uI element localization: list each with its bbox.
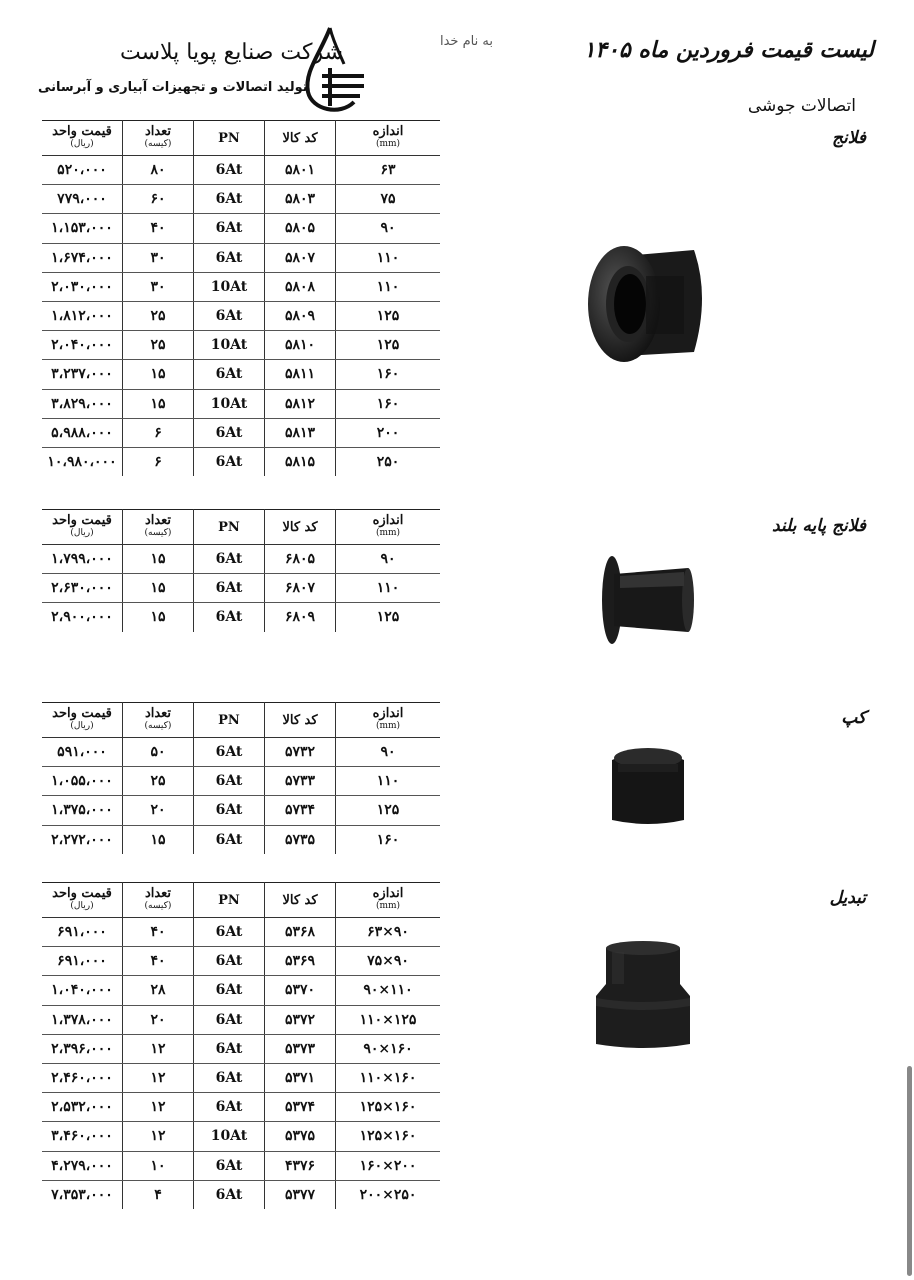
cell-size: ۱۶۰ <box>336 389 441 418</box>
cell-price: ۲،۰۳۰،۰۰۰ <box>42 272 123 301</box>
company-logo-icon <box>300 24 368 116</box>
cell-price: ۵،۹۸۸،۰۰۰ <box>42 418 123 447</box>
col-size: اندازه <box>372 886 404 901</box>
col-qty: تعداد <box>144 124 172 139</box>
cell-code: ۵۳۷۳ <box>265 1034 336 1063</box>
cell-pn: 6At <box>194 1093 265 1122</box>
cell-code: ۵۷۳۵ <box>265 825 336 854</box>
table-row <box>42 389 440 418</box>
table-row <box>42 272 440 301</box>
col-price: قیمت واحد <box>52 124 112 139</box>
col-pn: PN <box>194 883 265 918</box>
table-row <box>42 1093 440 1122</box>
cell-pn: 6At <box>194 1034 265 1063</box>
cell-price: ۱،۳۷۸،۰۰۰ <box>42 1005 123 1034</box>
cell-pn: 6At <box>194 767 265 796</box>
table-row <box>42 1063 440 1092</box>
price-table-flange: اندازه (mm) کد کالا PN تعداد (کیسه) قیمت واحد (ریال) ۶۳ ۵۸۰۱ 6At ۸۰ ۵۲۰،۰۰۰ ۷۵ ۵۸۰۳ 6At ۶۰ ۷۷۹،۰۰۰ ۹۰ ۵۸۰۵ 6At ۴۰ ۱،۱۵۳،۰۰۰ ۱۱۰ ۵۸۰۷ 6At ۳۰ ۱،۶۷۴،۰۰۰ ۱۱۰ ۵۸۰۸ 10At ۳۰ ۲،۰۳۰،۰۰۰ ۱۲۵ ۵۸۰۹ 6At ۲۵ ۱،۸۱۲،۰۰۰ ۱۲۵ ۵۸۱۰ 10At ۲۵ ۲،۰۴۰،۰۰۰ ۱۶۰ ۵۸۱۱ 6At ۱۵ ۳،۲۳۷،۰۰۰ ۱۶۰ ۵۸۱۲ 10At ۱۵ ۳،۸۲۹،۰۰۰ ۲۰۰ ۵۸۱۳ 6At ۶ ۵،۹۸۸،۰۰۰ ۲۵۰ ۵۸۱۵ 6At ۶ ۱۰،۹۸۰،۰۰۰ <box>42 120 440 476</box>
cell-price: ۲،۹۰۰،۰۰۰ <box>51 609 113 626</box>
category-subtitle: اتصالات جوشی <box>747 96 856 116</box>
cell-price: ۱۰،۹۸۰،۰۰۰ <box>47 453 117 470</box>
cell-code: ۵۸۱۲ <box>265 389 336 418</box>
cell-size: ۱۲۵ <box>336 603 441 632</box>
table-row <box>42 545 440 574</box>
cell-pn: 6At <box>194 447 265 476</box>
col-code: کد کالا <box>265 510 336 545</box>
cell-qty: ۱۲ <box>123 1034 194 1063</box>
table-row <box>42 1122 440 1151</box>
cell-price: ۴،۲۷۹،۰۰۰ <box>42 1151 123 1180</box>
section-title-reducer: تبدیل <box>829 888 866 908</box>
cell-qty: ۱۰ <box>123 1151 194 1180</box>
cell-size: ۲۵۰ <box>336 447 441 476</box>
cell-qty: ۱۲ <box>123 1122 194 1151</box>
cell-size: ۱۱۰ <box>336 272 441 301</box>
cell-size: ۱۱۰×۹۰ <box>336 976 441 1005</box>
cell-price: ۱،۳۷۵،۰۰۰ <box>42 796 123 825</box>
table-row <box>42 418 440 447</box>
cell-size: ۹۰ <box>336 738 441 767</box>
table-row <box>42 603 440 632</box>
col-code: کد کالا <box>265 883 336 918</box>
table-row <box>42 360 440 389</box>
col-price: قیمت واحد <box>52 706 112 721</box>
cell-price: ۲،۶۳۰،۰۰۰ <box>42 574 123 603</box>
cell-size: ۹۰ <box>336 214 441 243</box>
cell-code: ۵۷۳۳ <box>265 767 336 796</box>
cell-price: ۲،۳۹۶،۰۰۰ <box>42 1034 123 1063</box>
cell-qty: ۲۵ <box>123 331 194 360</box>
cell-pn: 6At <box>194 1180 265 1209</box>
cell-pn: 6At <box>194 1151 265 1180</box>
cell-price: ۷،۳۵۳،۰۰۰ <box>51 1186 113 1203</box>
cell-code: ۶۸۰۷ <box>265 574 336 603</box>
cell-price: ۱،۸۱۲،۰۰۰ <box>42 301 123 330</box>
table-row <box>42 331 440 360</box>
table-row <box>42 1180 440 1209</box>
price-table-reducer: اندازه (mm) کد کالا PN تعداد (کیسه) قیمت واحد (ریال) ۹۰×۶۳ ۵۳۶۸ 6At ۴۰ ۶۹۱،۰۰۰ ۹۰×۷۵ ۵۳۶۹ 6At ۴۰ ۶۹۱،۰۰۰ ۱۱۰×۹۰ ۵۳۷۰ 6At ۲۸ ۱،۰۴۰،۰۰۰ ۱۲۵×۱۱۰ ۵۳۷۲ 6At ۲۰ ۱،۳۷۸،۰۰۰ ۱۶۰×۹۰ ۵۳۷۳ 6At ۱۲ ۲،۳۹۶،۰۰۰ ۱۶۰×۱۱۰ ۵۳۷۱ 6At ۱۲ ۲،۴۶۰،۰۰۰ ۱۶۰×۱۲۵ ۵۳۷۴ 6At ۱۲ ۲،۵۳۲،۰۰۰ ۱۶۰×۱۲۵ ۵۳۷۵ 10At ۱۲ ۳،۴۶۰،۰۰۰ ۲۰۰×۱۶۰ ۴۳۷۶ 6At ۱۰ ۴،۲۷۹،۰۰۰ ۲۵۰×۲۰۰ ۵۳۷۷ 6At ۴ ۷،۳۵۳،۰۰۰ <box>42 882 440 1209</box>
cell-pn: 6At <box>194 156 265 185</box>
cell-size: ۹۰ <box>336 545 441 574</box>
cell-pn: 6At <box>194 185 265 214</box>
company-tagline: تولید اتصالات و تجهیزات آبیاری و آبرسانی <box>38 80 308 95</box>
cell-size: ۲۰۰×۱۶۰ <box>336 1151 441 1180</box>
section-title-long-stub-flange: فلانج پایه بلند <box>772 516 866 536</box>
table-row <box>42 918 440 947</box>
table-row <box>42 447 440 476</box>
cell-qty: ۶۰ <box>123 185 194 214</box>
cell-size: ۲۰۰ <box>336 418 441 447</box>
cell-price: ۳،۸۲۹،۰۰۰ <box>42 389 123 418</box>
cell-price: ۵۹۱،۰۰۰ <box>42 738 123 767</box>
cell-price: ۱،۱۵۳،۰۰۰ <box>42 214 123 243</box>
cell-code: ۵۳۷۱ <box>265 1063 336 1092</box>
cell-size: ۱۱۰ <box>336 767 441 796</box>
cell-qty: ۲۵ <box>123 301 194 330</box>
price-table-cap: اندازه (mm) کد کالا PN تعداد (کیسه) قیمت واحد (ریال) ۹۰ ۵۷۳۲ 6At ۵۰ ۵۹۱،۰۰۰ ۱۱۰ ۵۷۳۳ 6At ۲۵ ۱،۰۵۵،۰۰۰ ۱۲۵ ۵۷۳۴ 6At ۲۰ ۱،۳۷۵،۰۰۰ ۱۶۰ ۵۷۳۵ 6At ۱۵ ۲،۲۷۲،۰۰۰ <box>42 702 440 854</box>
cell-code: ۵۸۰۹ <box>265 301 336 330</box>
cell-price: ۳،۲۳۷،۰۰۰ <box>42 360 123 389</box>
cell-size: ۱۱۰ <box>336 574 441 603</box>
cell-qty: ۱۵ <box>123 825 194 854</box>
cell-pn: 6At <box>194 360 265 389</box>
cell-size: ۱۲۵×۱۱۰ <box>336 1005 441 1034</box>
table-row <box>42 574 440 603</box>
table-row <box>42 156 440 185</box>
cell-pn: 6At <box>194 796 265 825</box>
col-code: کد کالا <box>265 703 336 738</box>
bismillah-text: به نام خدا <box>440 34 493 49</box>
table-row <box>42 825 440 854</box>
cell-code: ۵۸۰۳ <box>265 185 336 214</box>
cell-qty: ۱۵ <box>123 360 194 389</box>
cell-size: ۱۱۰ <box>336 243 441 272</box>
cell-pn: 10At <box>194 331 265 360</box>
cell-pn: 10At <box>194 272 265 301</box>
cell-qty: ۶ <box>123 447 194 476</box>
cell-qty: ۴۰ <box>123 214 194 243</box>
col-code: کد کالا <box>265 121 336 156</box>
cell-pn: 6At <box>194 243 265 272</box>
company-name: شرکت صنایع پویا پلاست <box>120 40 344 65</box>
cell-qty: ۳۰ <box>123 272 194 301</box>
cell-code: ۵۸۱۱ <box>265 360 336 389</box>
col-pn: PN <box>194 510 265 545</box>
reducer-image <box>594 940 692 1052</box>
cell-code: ۵۷۳۲ <box>265 738 336 767</box>
table-row <box>42 738 440 767</box>
cell-price: ۱،۰۵۵،۰۰۰ <box>42 767 123 796</box>
cell-code: ۵۳۷۲ <box>265 1005 336 1034</box>
cell-size: ۹۰×۷۵ <box>336 947 441 976</box>
cell-qty: ۳۰ <box>123 243 194 272</box>
cell-qty: ۶ <box>123 418 194 447</box>
cell-code: ۵۸۰۱ <box>265 156 336 185</box>
cell-qty: ۴۰ <box>123 918 194 947</box>
cell-pn: 6At <box>194 976 265 1005</box>
cell-pn: 6At <box>194 1063 265 1092</box>
cell-size: ۱۶۰×۱۲۵ <box>336 1093 441 1122</box>
cell-code: ۵۸۰۸ <box>265 272 336 301</box>
col-qty: تعداد <box>144 513 172 528</box>
cell-code: ۵۳۷۷ <box>265 1180 336 1209</box>
cell-code: ۶۸۰۵ <box>265 545 336 574</box>
cell-qty: ۱۲ <box>123 1093 194 1122</box>
cell-size: ۱۶۰×۱۲۵ <box>336 1122 441 1151</box>
cell-qty: ۱۵ <box>123 603 194 632</box>
table-row <box>42 976 440 1005</box>
table-row <box>42 185 440 214</box>
cell-qty: ۱۵ <box>123 574 194 603</box>
col-pn: PN <box>194 121 265 156</box>
cell-size: ۱۲۵ <box>336 796 441 825</box>
flange-image <box>584 236 714 372</box>
col-price: قیمت واحد <box>52 886 112 901</box>
cell-price: ۲،۵۳۲،۰۰۰ <box>42 1093 123 1122</box>
cell-qty: ۴ <box>123 1180 194 1209</box>
cell-pn: 6At <box>194 947 265 976</box>
table-row <box>42 947 440 976</box>
cell-qty: ۲۰ <box>123 796 194 825</box>
table-row <box>42 767 440 796</box>
col-size: اندازه <box>372 513 404 528</box>
cell-code: ۶۸۰۹ <box>265 603 336 632</box>
cell-code: ۵۸۰۷ <box>265 243 336 272</box>
table-row <box>42 214 440 243</box>
cell-pn: 6At <box>194 603 265 632</box>
cell-price: ۲،۲۷۲،۰۰۰ <box>51 831 113 848</box>
section-title-cap: کپ <box>841 708 866 728</box>
cell-price: ۱،۶۷۴،۰۰۰ <box>42 243 123 272</box>
cell-size: ۱۲۵ <box>336 331 441 360</box>
cell-size: ۱۶۰×۹۰ <box>336 1034 441 1063</box>
cell-code: ۵۸۰۵ <box>265 214 336 243</box>
cell-qty: ۲۰ <box>123 1005 194 1034</box>
cell-price: ۲،۰۴۰،۰۰۰ <box>42 331 123 360</box>
cell-pn: 6At <box>194 825 265 854</box>
cell-pn: 6At <box>194 574 265 603</box>
cell-qty: ۲۵ <box>123 767 194 796</box>
price-table-long-stub-flange: اندازه (mm) کد کالا PN تعداد (کیسه) قیمت واحد (ریال) ۹۰ ۶۸۰۵ 6At ۱۵ ۱،۷۹۹،۰۰۰ ۱۱۰ ۶۸۰۷ 6At ۱۵ ۲،۶۳۰،۰۰۰ ۱۲۵ ۶۸۰۹ 6At ۱۵ ۲،۹۰۰،۰۰۰ <box>42 509 440 632</box>
cell-code: ۵۳۶۹ <box>265 947 336 976</box>
cell-price: ۶۹۱،۰۰۰ <box>42 947 123 976</box>
cell-qty: ۵۰ <box>123 738 194 767</box>
cap-image <box>608 742 688 828</box>
cell-pn: 6At <box>194 545 265 574</box>
cell-size: ۷۵ <box>336 185 441 214</box>
page-title: لیست قیمت فروردین ماه ۱۴۰۵ <box>583 38 874 63</box>
long-stub-flange-image <box>600 552 696 648</box>
cell-pn: 6At <box>194 418 265 447</box>
col-size: اندازه <box>372 706 404 721</box>
table-row <box>42 1151 440 1180</box>
cell-size: ۶۳ <box>336 156 441 185</box>
col-size: اندازه <box>372 124 404 139</box>
cell-code: ۵۳۶۸ <box>265 918 336 947</box>
table-row <box>42 1005 440 1034</box>
cell-price: ۳،۴۶۰،۰۰۰ <box>42 1122 123 1151</box>
col-qty: تعداد <box>144 706 172 721</box>
section-title-flange: فلانج <box>832 128 866 148</box>
col-qty: تعداد <box>144 886 172 901</box>
col-pn: PN <box>194 703 265 738</box>
cell-pn: 6At <box>194 214 265 243</box>
cell-price: ۱،۷۹۹،۰۰۰ <box>42 545 123 574</box>
table-row <box>42 243 440 272</box>
table-row <box>42 301 440 330</box>
cell-size: ۹۰×۶۳ <box>336 918 441 947</box>
cell-code: ۵۸۱۵ <box>265 447 336 476</box>
cell-price: ۲،۴۶۰،۰۰۰ <box>42 1063 123 1092</box>
cell-price: ۵۲۰،۰۰۰ <box>42 156 123 185</box>
cell-code: ۵۳۷۴ <box>265 1093 336 1122</box>
cell-size: ۱۶۰ <box>336 360 441 389</box>
cell-code: ۵۸۱۰ <box>265 331 336 360</box>
table-row <box>42 796 440 825</box>
col-price: قیمت واحد <box>52 513 112 528</box>
cell-pn: 6At <box>194 1005 265 1034</box>
cell-size: ۱۶۰×۱۱۰ <box>336 1063 441 1092</box>
cell-qty: ۱۵ <box>123 389 194 418</box>
cell-size: ۱۶۰ <box>336 825 441 854</box>
cell-pn: 6At <box>194 738 265 767</box>
cell-qty: ۸۰ <box>123 156 194 185</box>
cell-code: ۵۸۱۳ <box>265 418 336 447</box>
cell-price: ۶۹۱،۰۰۰ <box>42 918 123 947</box>
table-row <box>42 1034 440 1063</box>
cell-qty: ۱۵ <box>123 545 194 574</box>
cell-pn: 10At <box>194 389 265 418</box>
scrollbar[interactable] <box>907 1066 912 1276</box>
cell-pn: 10At <box>194 1122 265 1151</box>
cell-code: ۵۷۳۴ <box>265 796 336 825</box>
cell-code: ۵۳۷۰ <box>265 976 336 1005</box>
cell-code: ۵۳۷۵ <box>265 1122 336 1151</box>
cell-code: ۴۳۷۶ <box>265 1151 336 1180</box>
cell-size: ۱۲۵ <box>336 301 441 330</box>
cell-pn: 6At <box>194 918 265 947</box>
cell-size: ۲۵۰×۲۰۰ <box>336 1180 441 1209</box>
cell-pn: 6At <box>194 301 265 330</box>
cell-price: ۷۷۹،۰۰۰ <box>42 185 123 214</box>
cell-qty: ۱۲ <box>123 1063 194 1092</box>
cell-qty: ۲۸ <box>123 976 194 1005</box>
cell-qty: ۴۰ <box>123 947 194 976</box>
cell-price: ۱،۰۴۰،۰۰۰ <box>42 976 123 1005</box>
